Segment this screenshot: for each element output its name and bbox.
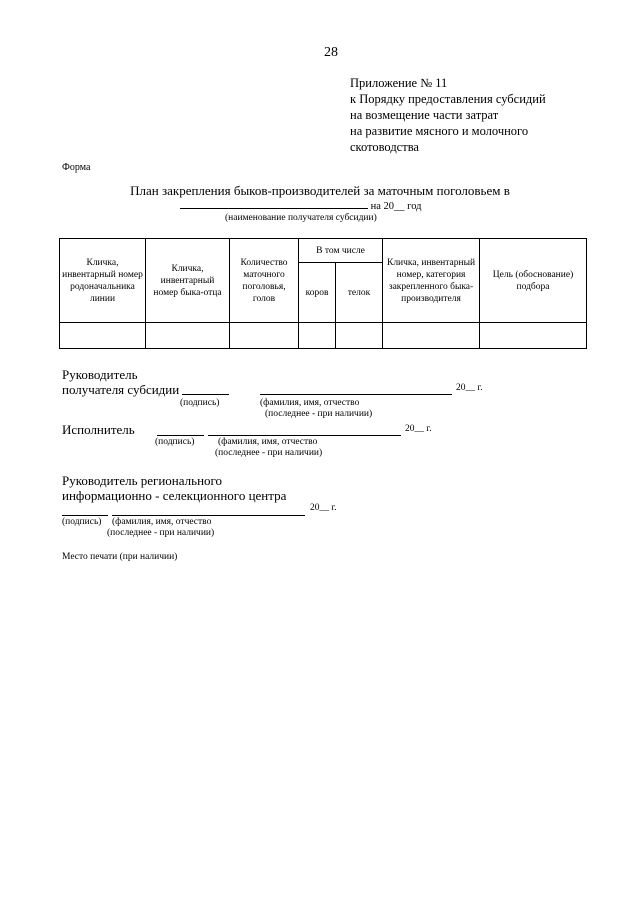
appendix-line: Приложение № 11 <box>350 76 448 90</box>
executor-name-caption: (фамилия, имя, отчество <box>218 437 318 447</box>
appendix-line: скотоводства <box>350 140 419 154</box>
executor-year: 20__ г. <box>405 424 432 434</box>
executor-title: Исполнитель <box>62 422 135 437</box>
center-title-line2: информационно - селекционного центра <box>62 488 287 503</box>
head-name-caption-2: (последнее - при наличии) <box>265 409 373 419</box>
head-name-blank <box>260 385 452 395</box>
head-title-line1: Руководитель <box>62 367 138 382</box>
appendix-line: к Порядку предоставления субсидий <box>350 92 546 106</box>
head-signature-blank <box>182 385 229 395</box>
executor-name-blank <box>208 426 401 436</box>
executor-name-caption-2: (последнее - при наличии) <box>215 448 323 458</box>
table-cell[interactable] <box>60 323 146 349</box>
table-row <box>60 323 587 349</box>
form-label: Форма <box>62 162 91 173</box>
header-sire: Кличка, инвентарный номер быка-отца <box>146 239 230 323</box>
document-title: План закрепления быков-производителей за маточным поголовьем в <box>130 183 510 198</box>
header-cows: коров <box>299 263 336 323</box>
appendix-line: на развитие мясного и молочного <box>350 124 529 138</box>
recipient-caption: (наименование получателя субсидии) <box>225 213 377 223</box>
header-purpose: Цель (обоснование) подбора <box>480 239 587 323</box>
executor-signature-caption: (подпись) <box>155 437 195 447</box>
center-name-caption: (фамилия, имя, отчество <box>112 517 212 527</box>
center-year: 20__ г. <box>310 503 337 513</box>
page-number: 28 <box>324 45 338 60</box>
table-cell[interactable] <box>230 323 299 349</box>
center-title-line1: Руководитель регионального <box>62 473 223 488</box>
appendix-block <box>350 75 546 155</box>
head-year: 20__ г. <box>456 383 483 393</box>
year-suffix: на 20__ год <box>370 201 422 212</box>
stamp-place: Место печати (при наличии) <box>62 552 178 562</box>
table-cell[interactable] <box>480 323 587 349</box>
header-line-founder: Кличка, инвентарный номер родоначальника линии <box>60 239 146 323</box>
executor-signature-blank <box>157 426 204 436</box>
header-assigned-bull: Кличка, инвентарный номер, категория закрепленного быка-производителя <box>383 239 480 323</box>
head-title-line2: получателя субсидии <box>62 382 180 397</box>
center-signature-caption: (подпись) <box>62 517 102 527</box>
appendix-line: на возмещение части затрат <box>350 108 499 122</box>
center-signature-blank <box>62 506 108 516</box>
header-herd-count: Количество маточного поголовья, голов <box>230 239 299 323</box>
recipient-blank <box>180 199 368 209</box>
head-signature-caption: (подпись) <box>180 398 220 408</box>
recipient-year-line <box>180 199 422 212</box>
head-name-caption: (фамилия, имя, отчество <box>260 398 360 408</box>
assignment-table <box>59 238 587 349</box>
header-including: В том числе <box>299 239 383 263</box>
header-heifers: телок <box>336 263 383 323</box>
center-name-caption-2: (последнее - при наличии) <box>107 528 215 538</box>
center-name-blank <box>112 506 305 516</box>
table-cell[interactable] <box>146 323 230 349</box>
table-cell[interactable] <box>299 323 336 349</box>
table-cell[interactable] <box>336 323 383 349</box>
table-cell[interactable] <box>383 323 480 349</box>
